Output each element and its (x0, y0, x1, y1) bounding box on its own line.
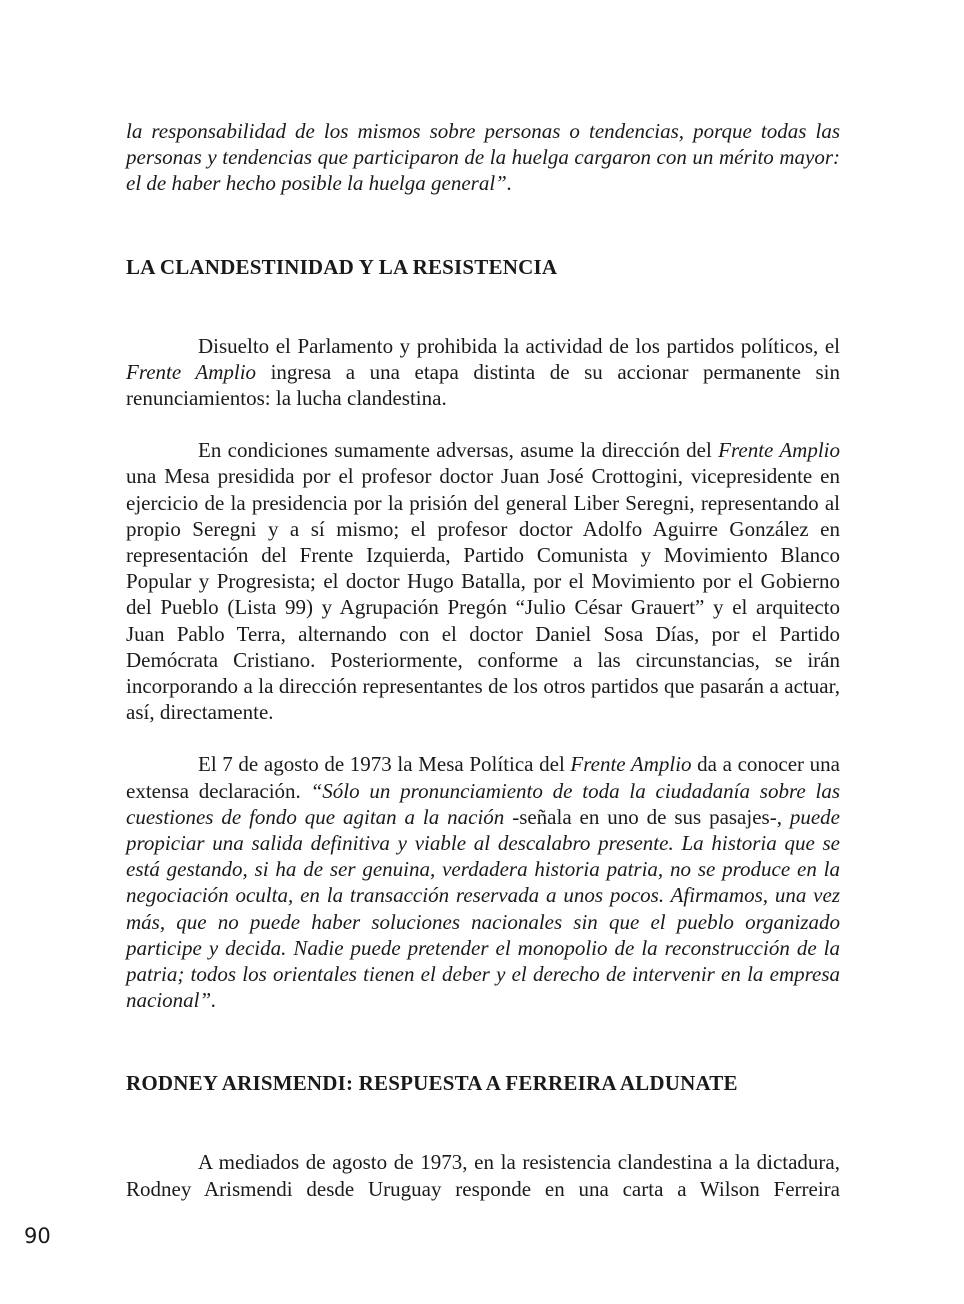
paragraph-declaracion (126, 751, 840, 1013)
paragraph-text: una Mesa presidida por el profesor doctor Juan José Crottogini, vicepresidente en ejercicio de la presidencia por la prisión del general Liber Seregni, representando al propio Seregni y a sí mismo; el profesor doctor Adolfo Aguirre González en representación del Frente Izquierda, Partido Comunista y Movimiento Blanco Popular y Progresista; el doctor Hugo Batalla, por el Movimiento por el Gobierno del Pueblo (Lista 99) y Agrupación Pregón “Julio César Grauert” y el arquitecto Juan Pablo Terra, alternando con el doctor Daniel Sosa Días, por el Partido Demócrata Cristiano. Posteriormente, conforme a las circunstancias, se irán incorporando a la dirección representantes de los otros partidos que pasarán a actuar, así, directamente. (126, 464, 840, 725)
paragraph-arismendi: A mediados de agosto de 1973, en la resistencia clandestina a la dictadura, Rodney Arismendi desde Uruguay responde en una carta a Wilson Ferreira (126, 1150, 840, 1201)
paragraph-disuelto (126, 333, 840, 412)
paragraph-text: Disuelto el Parlamento y prohibida la actividad de los partidos políticos, el (198, 333, 840, 358)
page-body (126, 118, 840, 1202)
quoted-declaration: “Sólo un pronunciamiento de toda la ciudadanía sobre las cuestiones de fondo que agitan a la nación (126, 778, 840, 829)
paragraph-text: En condiciones sumamente adversas, asume la dirección del (198, 438, 719, 463)
emphasis-frente-amplio: Frente Amplio (126, 359, 257, 384)
quoted-declaration: puede propiciar una salida definitiva y viable al descalabro presente. La historia que se está gestando, si ha de ser genuina, verdadera historia patria, no se produce en la negociación oculta, en la transacción reservada a unos pocos. Afirmamos, una vez más, que no puede haber soluciones nacionales sin que el pueblo organizado participe y decida. Nadie puede pretender el monopolio de la reconstrucción de la patria; todos los orientales tienen el deber y el derecho de intervenir en la empresa nacional”. (126, 804, 840, 1013)
paragraph-text: da a conocer una extensa declaración. (126, 752, 840, 803)
emphasis-frente-amplio: Frente Amplio (718, 438, 840, 463)
paragraph-text: El 7 de agosto de 1973 la Mesa Política del (198, 752, 571, 777)
emphasis-frente-amplio: Frente Amplio (570, 752, 692, 777)
paragraph-text: -señala en uno de sus pasajes-, (504, 804, 790, 829)
opening-quote: la responsabilidad de los mismos sobre personas o tendencias, porque todas las personas y tendencias que participaron de la huelga cargaron con un mérito mayor: el de haber hecho posible la huelga general”. (126, 119, 840, 196)
paragraph-text: ingresa a una etapa distinta de su accionar permanente sin renunciamientos: la lucha clandestina. (126, 359, 840, 411)
section-heading-clandestinidad: LA CLANDESTINIDAD Y LA RESISTENCIA (126, 254, 558, 279)
page-number: 90 (24, 1224, 51, 1248)
paragraph-condiciones (126, 437, 840, 725)
section-heading-arismendi: RODNEY ARISMENDI: RESPUESTA A FERREIRA ALDUNATE (126, 1071, 738, 1096)
